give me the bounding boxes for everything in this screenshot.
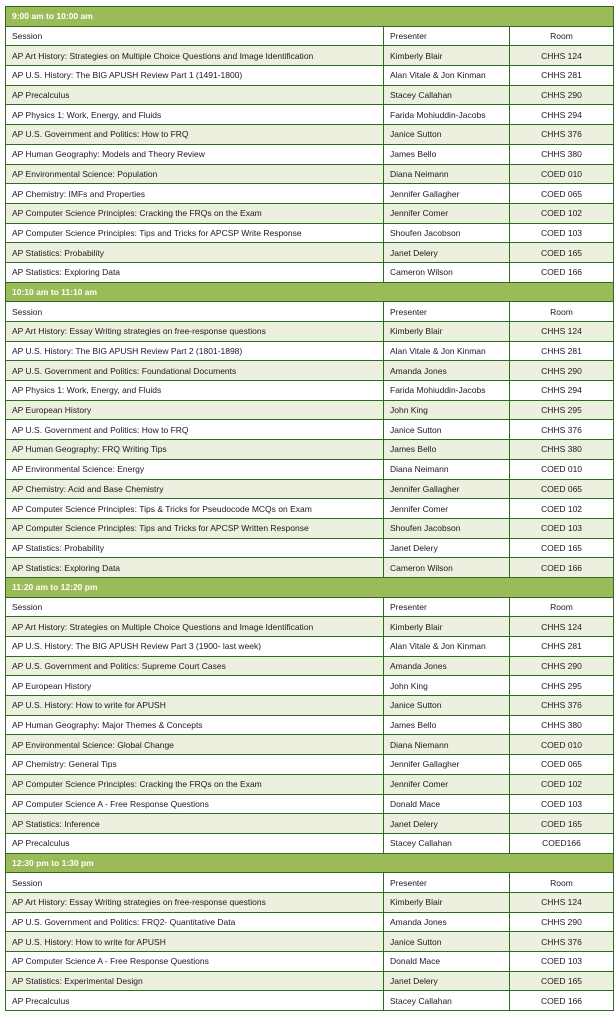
table-row (6, 518, 614, 538)
room-cell: COED 166 (510, 991, 614, 1011)
table-row (6, 144, 614, 164)
room-cell: COED 103 (510, 223, 614, 243)
table-row (6, 400, 614, 420)
room-cell: CHHS 124 (510, 617, 614, 637)
session-cell: AP Art History: Essay Writing strategies on free-response questions (6, 322, 384, 342)
room-cell: COED 103 (510, 952, 614, 972)
time-slot-label: 9:00 am to 10:00 am (6, 7, 614, 27)
session-cell: AP Human Geography: Major Themes & Concepts (6, 715, 384, 735)
table-row (6, 203, 614, 223)
table-row (6, 381, 614, 401)
presenter-cell: Jennifer Gallagher (384, 479, 510, 499)
room-column-header: Room (510, 26, 614, 46)
table-row (6, 223, 614, 243)
room-cell: CHHS 294 (510, 105, 614, 125)
presenter-cell: James Bello (384, 440, 510, 460)
table-row (6, 991, 614, 1011)
room-cell: CHHS 376 (510, 125, 614, 145)
presenter-cell: Diana Niemann (384, 735, 510, 755)
session-cell: AP Precalculus (6, 833, 384, 853)
presenter-cell: Diana Neimann (384, 459, 510, 479)
time-slot-header (6, 853, 614, 873)
session-column-header: Session (6, 597, 384, 617)
session-cell: AP European History (6, 400, 384, 420)
session-cell: AP Statistics: Exploring Data (6, 558, 384, 578)
presenter-cell: Cameron Wilson (384, 262, 510, 282)
session-cell: AP Computer Science A - Free Response Questions (6, 952, 384, 972)
presenter-cell: Alan Vitale & Jon Kinman (384, 341, 510, 361)
table-row (6, 952, 614, 972)
session-cell: AP Computer Science Principles: Cracking the FRQs on the Exam (6, 774, 384, 794)
table-row (6, 814, 614, 834)
presenter-cell: Janice Sutton (384, 420, 510, 440)
table-row (6, 243, 614, 263)
room-column-header: Room (510, 302, 614, 322)
session-cell: AP U.S. History: How to write for APUSH (6, 932, 384, 952)
time-slot-header (6, 282, 614, 302)
table-row (6, 184, 614, 204)
presenter-cell: Kimberly Blair (384, 617, 510, 637)
presenter-cell: Diana Neimann (384, 164, 510, 184)
room-cell: CHHS 124 (510, 46, 614, 66)
room-cell: CHHS 295 (510, 400, 614, 420)
presenter-cell: Janice Sutton (384, 696, 510, 716)
session-cell: AP Art History: Essay Writing strategies on free-response questions (6, 892, 384, 912)
presenter-cell: Farida Mohiuddin-Jacobs (384, 105, 510, 125)
presenter-cell: Shoufen Jacobson (384, 223, 510, 243)
table-row (6, 440, 614, 460)
presenter-cell: Janet Delery (384, 243, 510, 263)
session-cell: AP Environmental Science: Global Change (6, 735, 384, 755)
table-row (6, 85, 614, 105)
presenter-cell: Stacey Callahan (384, 85, 510, 105)
time-slot-label: 12:30 pm to 1:30 pm (6, 853, 614, 873)
presenter-cell: Janet Delery (384, 971, 510, 991)
presenter-cell: Donald Mace (384, 794, 510, 814)
session-cell: AP Art History: Strategies on Multiple Choice Questions and Image Identification (6, 46, 384, 66)
session-schedule-table (5, 6, 614, 1011)
session-cell: AP Physics 1: Work, Energy, and Fluids (6, 381, 384, 401)
session-cell: AP Precalculus (6, 991, 384, 1011)
session-cell: AP Art History: Strategies on Multiple Choice Questions and Image Identification (6, 617, 384, 637)
table-row (6, 794, 614, 814)
session-cell: AP Environmental Science: Population (6, 164, 384, 184)
session-cell: AP U.S. History: How to write for APUSH (6, 696, 384, 716)
session-cell: AP Chemistry: General Tips (6, 755, 384, 775)
session-cell: AP Physics 1: Work, Energy, and Fluids (6, 105, 384, 125)
table-row (6, 774, 614, 794)
session-cell: AP Statistics: Inference (6, 814, 384, 834)
room-cell: CHHS 290 (510, 361, 614, 381)
room-cell: CHHS 281 (510, 637, 614, 657)
room-cell: CHHS 294 (510, 381, 614, 401)
room-cell: CHHS 281 (510, 341, 614, 361)
room-cell: COED 065 (510, 479, 614, 499)
presenter-cell: Farida Mohiuddin-Jacobs (384, 381, 510, 401)
presenter-cell: James Bello (384, 144, 510, 164)
session-cell: AP U.S. History: The BIG APUSH Review Part 2 (1801-1898) (6, 341, 384, 361)
time-slot-header (6, 7, 614, 27)
table-row (6, 420, 614, 440)
time-slot-header (6, 577, 614, 597)
session-column-header: Session (6, 302, 384, 322)
session-cell: AP U.S. Government and Politics: How to FRQ (6, 420, 384, 440)
presenter-column-header: Presenter (384, 597, 510, 617)
table-row (6, 499, 614, 519)
table-row (6, 892, 614, 912)
room-cell: CHHS 380 (510, 144, 614, 164)
schedule-body (6, 7, 614, 1011)
presenter-cell: Janice Sutton (384, 932, 510, 952)
table-row (6, 361, 614, 381)
session-cell: AP Statistics: Probability (6, 538, 384, 558)
session-cell: AP Computer Science Principles: Cracking the FRQs on the Exam (6, 203, 384, 223)
session-cell: AP Human Geography: FRQ Writing Tips (6, 440, 384, 460)
presenter-cell: Jennifer Comer (384, 499, 510, 519)
session-cell: AP Statistics: Experimental Design (6, 971, 384, 991)
room-cell: COED 103 (510, 794, 614, 814)
session-cell: AP U.S. Government and Politics: How to FRQ (6, 125, 384, 145)
session-cell: AP Environmental Science: Energy (6, 459, 384, 479)
room-cell: CHHS 376 (510, 420, 614, 440)
room-cell: COED 103 (510, 518, 614, 538)
table-row (6, 735, 614, 755)
table-row (6, 538, 614, 558)
room-cell: CHHS 124 (510, 322, 614, 342)
table-row (6, 66, 614, 86)
presenter-cell: John King (384, 676, 510, 696)
table-row (6, 715, 614, 735)
session-cell: AP Computer Science Principles: Tips & Tricks for Pseudocode MCQs on Exam (6, 499, 384, 519)
room-cell: CHHS 290 (510, 912, 614, 932)
presenter-cell: Janet Delery (384, 814, 510, 834)
presenter-cell: Alan Vitale & Jon Kinman (384, 637, 510, 657)
column-header-row (6, 26, 614, 46)
table-row (6, 341, 614, 361)
session-cell: AP European History (6, 676, 384, 696)
table-row (6, 558, 614, 578)
room-cell: COED 166 (510, 558, 614, 578)
room-cell: CHHS 290 (510, 656, 614, 676)
session-cell: AP Human Geography: Models and Theory Review (6, 144, 384, 164)
presenter-cell: Stacey Callahan (384, 991, 510, 1011)
presenter-cell: Shoufen Jacobson (384, 518, 510, 538)
table-row (6, 696, 614, 716)
session-cell: AP Computer Science Principles: Tips and Tricks for APCSP Written Response (6, 518, 384, 538)
session-cell: AP U.S. Government and Politics: FRQ2- Quantitative Data (6, 912, 384, 932)
room-cell: CHHS 380 (510, 440, 614, 460)
room-cell: COED 165 (510, 814, 614, 834)
session-cell: AP Statistics: Probability (6, 243, 384, 263)
table-row (6, 479, 614, 499)
table-row (6, 676, 614, 696)
table-row (6, 971, 614, 991)
presenter-cell: Amanda Jones (384, 656, 510, 676)
room-cell: COED 166 (510, 262, 614, 282)
presenter-cell: Jennifer Comer (384, 203, 510, 223)
column-header-row (6, 873, 614, 893)
room-cell: CHHS 376 (510, 696, 614, 716)
room-cell: COED 102 (510, 774, 614, 794)
presenter-cell: Janice Sutton (384, 125, 510, 145)
session-cell: AP Precalculus (6, 85, 384, 105)
presenter-cell: James Bello (384, 715, 510, 735)
session-cell: AP U.S. History: The BIG APUSH Review Part 1 (1491-1800) (6, 66, 384, 86)
presenter-cell: Jennifer Gallagher (384, 184, 510, 204)
time-slot-label: 10:10 am to 11:10 am (6, 282, 614, 302)
table-row (6, 262, 614, 282)
presenter-cell: Stacey Callahan (384, 833, 510, 853)
room-cell: COED 010 (510, 735, 614, 755)
session-cell: AP U.S. Government and Politics: Foundational Documents (6, 361, 384, 381)
room-cell: CHHS 295 (510, 676, 614, 696)
presenter-cell: Alan Vitale & Jon Kinman (384, 66, 510, 86)
presenter-cell: Amanda Jones (384, 912, 510, 932)
table-row (6, 912, 614, 932)
table-row (6, 105, 614, 125)
room-cell: COED 165 (510, 538, 614, 558)
table-row (6, 46, 614, 66)
session-cell: AP U.S. Government and Politics: Supreme Court Cases (6, 656, 384, 676)
presenter-cell: Kimberly Blair (384, 322, 510, 342)
presenter-cell: Donald Mace (384, 952, 510, 972)
presenter-cell: Kimberly Blair (384, 892, 510, 912)
room-cell: COED166 (510, 833, 614, 853)
session-cell: AP Computer Science Principles: Tips and Tricks for APCSP Write Response (6, 223, 384, 243)
room-cell: CHHS 124 (510, 892, 614, 912)
table-row (6, 125, 614, 145)
room-cell: COED 102 (510, 203, 614, 223)
room-cell: CHHS 380 (510, 715, 614, 735)
room-cell: CHHS 290 (510, 85, 614, 105)
room-cell: COED 010 (510, 164, 614, 184)
session-cell: AP U.S. History: The BIG APUSH Review Part 3 (1900- last week) (6, 637, 384, 657)
room-cell: CHHS 376 (510, 932, 614, 952)
session-cell: AP Chemistry: IMFs and Properties (6, 184, 384, 204)
session-column-header: Session (6, 873, 384, 893)
presenter-cell: Jennifer Comer (384, 774, 510, 794)
session-cell: AP Computer Science A - Free Response Questions (6, 794, 384, 814)
presenter-cell: Janet Delery (384, 538, 510, 558)
session-column-header: Session (6, 26, 384, 46)
table-row (6, 932, 614, 952)
presenter-column-header: Presenter (384, 302, 510, 322)
table-row (6, 164, 614, 184)
table-row (6, 637, 614, 657)
table-row (6, 833, 614, 853)
session-cell: AP Chemistry: Acid and Base Chemistry (6, 479, 384, 499)
presenter-cell: Kimberly Blair (384, 46, 510, 66)
presenter-cell: Jennifer Gallagher (384, 755, 510, 775)
table-row (6, 322, 614, 342)
room-column-header: Room (510, 873, 614, 893)
column-header-row (6, 597, 614, 617)
room-cell: CHHS 281 (510, 66, 614, 86)
room-cell: COED 102 (510, 499, 614, 519)
presenter-cell: Cameron Wilson (384, 558, 510, 578)
presenter-cell: John King (384, 400, 510, 420)
room-cell: COED 165 (510, 243, 614, 263)
presenter-column-header: Presenter (384, 873, 510, 893)
session-cell: AP Statistics: Exploring Data (6, 262, 384, 282)
presenter-column-header: Presenter (384, 26, 510, 46)
room-cell: COED 010 (510, 459, 614, 479)
time-slot-label: 11:20 am to 12:20 pm (6, 577, 614, 597)
room-cell: COED 065 (510, 184, 614, 204)
room-cell: COED 165 (510, 971, 614, 991)
column-header-row (6, 302, 614, 322)
table-row (6, 459, 614, 479)
room-column-header: Room (510, 597, 614, 617)
room-cell: COED 065 (510, 755, 614, 775)
table-row (6, 656, 614, 676)
table-row (6, 755, 614, 775)
table-row (6, 617, 614, 637)
presenter-cell: Amanda Jones (384, 361, 510, 381)
